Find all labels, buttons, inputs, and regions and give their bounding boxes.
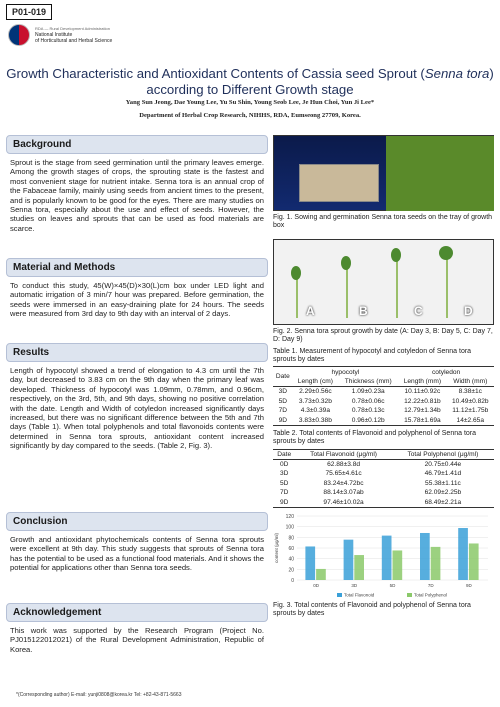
y-tick-label: 80 bbox=[288, 535, 294, 542]
y-axis-label: content (μg/ml) bbox=[274, 532, 279, 563]
table2-cell: 75.65±4.61c bbox=[325, 470, 362, 478]
bar-flavonoid bbox=[420, 533, 430, 580]
table1-cell: 12.22±0.81b bbox=[404, 397, 441, 405]
ack-text: This work was supported by the Research Program (Project No. PJ015122012021) of the Rural Development Administration, Republic of Korea. bbox=[10, 626, 264, 654]
y-tick-label: 40 bbox=[288, 556, 294, 563]
bar-polyphenol bbox=[431, 547, 441, 580]
bar-flavonoid bbox=[344, 539, 354, 579]
table1 bbox=[273, 366, 494, 425]
table1-row bbox=[273, 397, 494, 406]
y-tick-label: 100 bbox=[285, 524, 294, 531]
table1-row bbox=[273, 415, 494, 425]
table2-header: Date bbox=[277, 450, 292, 458]
fig3-chart bbox=[273, 512, 494, 600]
logo-line2: National Institute bbox=[35, 32, 73, 38]
table1-cell: 14±2.65a bbox=[456, 416, 485, 424]
table2-cell: 97.46±10.02a bbox=[323, 498, 364, 506]
table2-cell: 5D bbox=[279, 479, 289, 487]
table1-group-header: cotyledon bbox=[431, 368, 461, 376]
table1-cell: 1.09±0.23a bbox=[351, 388, 385, 396]
y-tick-label: 120 bbox=[285, 513, 294, 520]
rda-emblem-icon bbox=[8, 24, 30, 46]
table1-sub-header: Length (mm) bbox=[403, 378, 442, 385]
table2-cell: 83.24±4.72bc bbox=[323, 479, 364, 487]
fig1-caption: Fig. 1. Sowing and germination Senna tora seeds on the tray of growth box bbox=[273, 214, 493, 230]
bar-flavonoid bbox=[305, 546, 315, 580]
fig2-label-c: C bbox=[414, 303, 423, 318]
table1-caption: Table 1. Measurement of hypocotyl and cotyledon of Senna tora sprouts by dates bbox=[273, 347, 472, 364]
table1-cell: 3.73±0.32b bbox=[298, 397, 332, 405]
x-tick-label: 9D bbox=[466, 582, 472, 588]
poster-title: Growth Characteristic and Antioxidant Contents of Cassia seed Sprout (Senna tora) according to Different Growth stage bbox=[6, 66, 494, 97]
conclusion-heading: Conclusion bbox=[6, 512, 268, 531]
bar-flavonoid bbox=[458, 528, 468, 580]
right-column bbox=[273, 135, 494, 619]
legend-swatch bbox=[407, 593, 412, 597]
table1-cell: 8.38±1c bbox=[458, 388, 482, 396]
table2-header: Total Flavonoid (μg/ml) bbox=[310, 450, 377, 458]
x-tick-label: 7D bbox=[427, 582, 434, 588]
contact-footer: *(Corresponding author) E-mail: yunji0808@korea.kr Tel: +82-43-871-5663 bbox=[16, 692, 182, 698]
background-text: Sprout is the stage from seed germination until the primary leaves emerge. Among the growth stages of crops, the sprouting state is the fastest and most convenient stage for nutrient intake. Senna tora is an annual crop of the Fabaceae family, mainly using seeds from ancient times to the present, and is popularly known to be good for the eyes. There are many studies on Senna tora, especially about the use and effect of seeds. However, the studies on leaves and sprouts that can be used as food materials are scarce. bbox=[10, 158, 264, 233]
table1-date-header: Date bbox=[275, 373, 290, 381]
methods-text: To conduct this study, 45(W)×45(D)×30(L)cm box under LED light and automatic irrigation of 3 min/7 hour was prepared. Before germination, the seeds were immersed in an easy-draining plate for 24 hours. The seeds were measured from 3rd day to 9th day with an interval of 2 days. bbox=[10, 281, 264, 319]
affiliation: Department of Herbal Crop Research, NIHHS, RDA, Eumseong 27709, Korea. bbox=[139, 112, 361, 119]
table2 bbox=[273, 449, 494, 508]
table1-cell: 5D bbox=[278, 397, 287, 405]
results-text: Length of hypocotyl showed a trend of elongation to 4.3 cm until the 7th day, but decreased to 3.83 cm on the 9th day when the primary leaf was developed. Thickness of hypocotyl was 1.09mm, 0.78mm, and 0.96cm, respectively, on the 3rd, 5th, and 9th days, showing no positive correlation with the date. Length and Width of cotyledon increased significantly days increased, but there was no significant difference between the 5th and 7th days (Table 1). When total polyphenols and total flavonoids contents were determined in Senna tora sprouts, antioxidant content increased significantly by day compared to the seeds. (Table 2, Fig. 3). bbox=[10, 366, 264, 451]
table2-caption: Table 2. Total contents of Flavonoid and polyphenol of Senna tora sprouts by dates bbox=[273, 429, 477, 446]
table2-row bbox=[273, 469, 494, 478]
logo-line3: of Horticultural and Herbal Science bbox=[35, 38, 113, 44]
table1-sub-header: Width (mm) bbox=[453, 378, 488, 385]
table2-header: Total Polyphenol (μg/ml) bbox=[407, 450, 479, 458]
bar-flavonoid bbox=[382, 535, 392, 579]
table2-row bbox=[273, 459, 494, 469]
table1-cell: 7D bbox=[278, 407, 287, 415]
x-tick-label: 3D bbox=[351, 582, 358, 588]
table2-row bbox=[273, 488, 494, 497]
legend-label: Total Polyphenol bbox=[414, 592, 448, 598]
table2-cell: 20.75±0.44e bbox=[424, 461, 462, 469]
results-heading: Results bbox=[6, 343, 268, 362]
conclusion-text: Growth and antioxidant phytochemicals contents of Senna tora sprouts were excellent at 9th day. This study suggests that sprouts of Senna tora has the potential to be used as a functional food materials. And it shows the potential for applications other than Senna tora seeds. bbox=[10, 535, 264, 573]
fig2-label-d: D bbox=[464, 303, 473, 318]
poster-id: P01-019 bbox=[6, 4, 52, 20]
table2-cell: 68.49±2.21a bbox=[424, 498, 462, 506]
table2-cell: 62.09±2.25b bbox=[424, 489, 462, 497]
table2-row bbox=[273, 497, 494, 507]
sprouts-tray bbox=[386, 136, 494, 211]
table2-cell: 3D bbox=[279, 470, 289, 478]
y-tick-label: 0 bbox=[291, 577, 294, 584]
table1-cell: 10.11±0.92c bbox=[404, 388, 441, 396]
seed-tray bbox=[299, 164, 379, 202]
methods-heading: Material and Methods bbox=[6, 258, 268, 277]
table2-cell: 62.88±3.8d bbox=[327, 461, 361, 469]
fig2-label-a: A bbox=[306, 303, 315, 318]
y-tick-label: 60 bbox=[288, 545, 294, 552]
table1-row bbox=[273, 387, 494, 397]
table1-sub-header: Thickness (mm) bbox=[344, 378, 392, 385]
left-column bbox=[6, 135, 268, 654]
table1-cell: 11.12±1.75b bbox=[452, 407, 489, 415]
table1-cell: 9D bbox=[278, 416, 287, 424]
y-tick-label: 20 bbox=[288, 567, 294, 574]
table1-cell: 3D bbox=[278, 388, 287, 396]
table1-cell: 0.78±0.13c bbox=[351, 407, 385, 415]
fig1-photo bbox=[273, 135, 494, 211]
x-tick-label: 5D bbox=[389, 582, 396, 588]
table1-cell: 2.29±0.56c bbox=[299, 388, 332, 396]
background-heading: Background bbox=[6, 135, 268, 154]
table2-cell: 9D bbox=[279, 498, 289, 506]
table2-cell: 7D bbox=[279, 489, 289, 497]
table2-cell: 0D bbox=[279, 461, 289, 469]
bar-polyphenol bbox=[469, 543, 479, 580]
fig2-caption: Fig. 2. Senna tora sprout growth by date (A: Day 3, B: Day 5, C: Day 7, D: Day 9) bbox=[273, 327, 493, 344]
ack-heading: Acknowledgement bbox=[6, 603, 268, 622]
legend-label: Total Flavonoid bbox=[344, 592, 375, 598]
bar-polyphenol bbox=[316, 569, 326, 580]
table1-cell: 10.49±0.82b bbox=[451, 397, 489, 405]
table1-cell: 0.78±0.06c bbox=[351, 397, 385, 405]
table1-cell: 12.79±1.34b bbox=[404, 407, 441, 415]
table1-row bbox=[273, 406, 494, 415]
institute-logo bbox=[8, 24, 112, 46]
table2-cell: 46.79±1.41d bbox=[424, 470, 462, 478]
bar-polyphenol bbox=[393, 550, 403, 580]
fig2-label-b: B bbox=[359, 303, 368, 318]
table1-cell: 15.78±1.69a bbox=[404, 416, 441, 424]
fig3-caption: Fig. 3. Total contents of Flavonoid and polyphenol of Senna tora sprouts by dates bbox=[273, 601, 471, 618]
table2-cell: 88.14±3.07ab bbox=[323, 489, 364, 497]
table2-row bbox=[273, 479, 494, 488]
logo-line1: RDA — Rural Development Administration bbox=[35, 26, 110, 31]
x-tick-label: 0D bbox=[313, 582, 319, 588]
authors: Yang Sun Jeong, Dae Young Lee, Yu Su Shin, Young Seob Lee, Je Hun Choi, Yun Ji Lee* bbox=[125, 99, 375, 106]
table1-cell: 3.83±0.38b bbox=[298, 416, 332, 424]
table1-cell: 0.96±0.12b bbox=[351, 416, 385, 424]
table1-cell: 4.3±0.39a bbox=[300, 407, 331, 415]
table2-cell: 55.38±1.11c bbox=[425, 479, 461, 487]
table1-group-header: hypocotyl bbox=[331, 368, 360, 376]
table1-sub-header: Length (cm) bbox=[297, 378, 333, 385]
fig2-photo bbox=[273, 239, 494, 325]
legend-swatch bbox=[337, 593, 342, 597]
bar-polyphenol bbox=[354, 555, 364, 580]
